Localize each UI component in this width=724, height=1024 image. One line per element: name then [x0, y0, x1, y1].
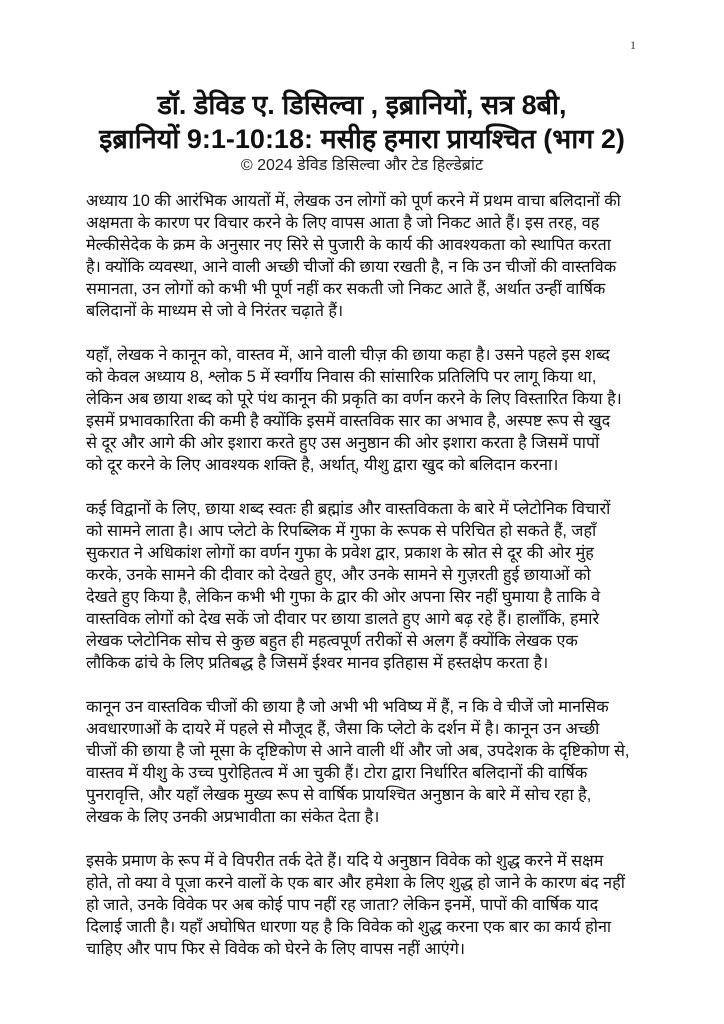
- text-line: वास्तविक लोगों को देख सकें जो दीवार पर छाया डालते हुए आगे बढ़ रहे हैं। हालाँकि, हमारे: [86, 610, 600, 628]
- text-line: इसके प्रमाण के रूप में वे विपरीत तर्क देते हैं। यदि ये अनुष्ठान विवेक को शुद्ध करने में सक्षम: [86, 852, 604, 870]
- text-line: सुकरात ने अधिकांश लोगों का वर्णन गुफा के प्रवेश द्वार, प्रकाश के स्रोत से दूर की ओर मुंह: [86, 544, 594, 562]
- text-line: बलिदानों के माध्यम से जो वे निरंतर चढ़ाते हैं।: [86, 302, 344, 320]
- document-body: [86, 190, 646, 982]
- text-line: दिलाई जाती है। यहाँ अघोषित धारणा यह है कि विवेक को शुद्ध करना एक बार का कार्य होना: [86, 918, 612, 936]
- page-number: 1: [630, 38, 636, 52]
- text-line: अवधारणाओं के दायरे में पहले से मौजूद हैं, जैसा कि प्लेटो के दर्शन में है। कानून उन अच्छी: [86, 720, 600, 738]
- text-line: करके, उनके सामने की दीवार को देखते हुए, और उनके सामने से गुज़रती हुई छायाओं को: [86, 566, 591, 584]
- text-line: वास्तव में यीशु के उच्च पुरोहितत्व में आ चुकी हैं। टोरा द्वारा निर्धारित बलिदानों की वार्षिक: [86, 764, 588, 782]
- text-line: चीजों की छाया है जो मूसा के दृष्टिकोण से आने वाली थीं और जो अब, उपदेशक के दृष्टिकोण से,: [86, 742, 630, 760]
- paragraph-5: [86, 850, 646, 960]
- paragraph-1: [86, 190, 646, 322]
- text-line: समानता, उन लोगों को कभी भी पूर्ण नहीं कर सकती जो निकट आते हैं, अर्थात उन्हीं वार्षिक: [86, 280, 606, 298]
- text-line: लेखक के लिए उनकी अप्रभावीता का संकेत देता है।: [86, 808, 380, 826]
- text-line: अध्याय 10 की आरंभिक आयतों में, लेखक उन लोगों को पूर्ण करने में प्रथम वाचा बलिदानों की: [86, 192, 621, 210]
- text-line: को दूर करने के लिए आवश्यक शक्ति है, अर्थात्, यीशु द्वारा खुद को बलिदान करना।: [86, 456, 559, 474]
- text-line: कई विद्वानों के लिए, छाया शब्द स्वतः ही ब्रह्मांड और वास्तविकता के बारे में प्लेटोनिक विचारों: [86, 500, 611, 518]
- text-line: से दूर और आगे की ओर इशारा करते हुए उस अनुष्ठान की ओर इशारा करता है जिसमें पापों: [86, 434, 600, 452]
- text-line: कानून उन वास्तविक चीजों की छाया है जो अभी भी भविष्य में हैं, न कि वे चीजें जो मानसिक: [86, 698, 609, 716]
- text-line: लेखक प्लेटोनिक सोच से कुछ बहुत ही महत्वपूर्ण तरीकों से अलग हैं क्योंकि लेखक एक: [86, 632, 578, 650]
- document-header: [0, 88, 724, 176]
- text-line: को केवल अध्याय 8, श्लोक 5 में स्वर्गीय निवास की सांसारिक प्रतिलिपि पर लागू किया था,: [86, 368, 597, 386]
- text-line: हो जाते, उनके विवेक पर अब कोई पाप नहीं रह जाता? लेकिन इनमें, पापों की वार्षिक याद: [86, 896, 599, 914]
- text-line: यहाँ, लेखक ने कानून को, वास्तव में, आने वाली चीज़ की छाया कहा है। उसने पहले इस शब्द: [86, 346, 610, 364]
- copyright-notice: © 2024 डेविड डिसिल्वा और टेड हिल्डेब्रांट: [240, 157, 484, 174]
- text-line: है। क्योंकि व्यवस्था, आने वाली अच्छी चीजों की छाया रखती है, न कि उन चीजों की वास्तविक: [86, 258, 617, 276]
- text-line: को सामने लाता है। आप प्लेटो के रिपब्लिक में गुफा के रूपक से परिचित हो सकते हैं, जहाँ: [86, 522, 597, 540]
- paragraph-4: [86, 696, 646, 828]
- text-line: होते, तो क्या वे पूजा करने वालों के एक बार और हमेशा के लिए शुद्ध हो जाने के कारण बंद नहीं: [86, 874, 625, 892]
- text-line: लौकिक ढांचे के लिए प्रतिबद्ध है जिसमें ईश्वर मानव इतिहास में हस्तक्षेप करता है।: [86, 654, 549, 672]
- text-line: चाहिए और पाप फिर से विवेक को घेरने के लिए वापस नहीं आएंगे।: [86, 940, 465, 958]
- paragraph-3: [86, 498, 646, 674]
- document-title-line-1: डॉ. डेविड ए. डिसिल्वा , इब्रानियों, सत्र 8बी,: [157, 90, 567, 120]
- paragraph-2: [86, 344, 646, 476]
- text-line: पुनरावृत्ति, और यहाँ लेखक मुख्य रूप से वार्षिक प्रायश्चित अनुष्ठान के बारे में सोच रहा है,: [86, 786, 592, 804]
- document-title-line-2: इब्रानियों 9:1-10:18: मसीह हमारा प्रायश्चित (भाग 2): [99, 124, 625, 154]
- text-line: इसमें प्रभावकारिता की कमी है क्योंकि इसमें वास्तविक सार का अभाव है, अस्पष्ट रूप से खुद: [86, 412, 611, 430]
- text-line: अक्षमता के कारण पर विचार करने के लिए वापस आता है जो निकट आते हैं। इस तरह, वह: [86, 214, 600, 232]
- text-line: देखते हुए किया है, लेकिन कभी भी गुफा के द्वार की ओर अपना सिर नहीं घुमाया है ताकि वे: [86, 588, 601, 606]
- text-line: लेकिन अब छाया शब्द को पूरे पंथ कानून की प्रकृति का वर्णन करने के लिए विस्तारित किया है।: [86, 390, 622, 408]
- text-line: मेल्कीसेदेक के क्रम के अनुसार नए सिरे से पुजारी के कार्य की आवश्यकता को स्थापित करता: [86, 236, 611, 254]
